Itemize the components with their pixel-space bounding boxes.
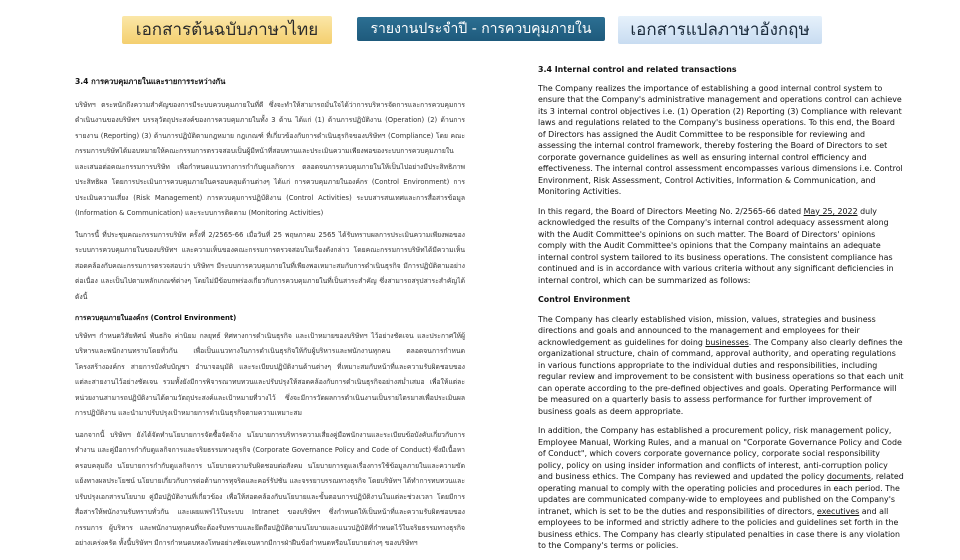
english-paragraph-2-part-a: In this regard, the Board of Directors Meeting No. 2/2565-66 dated xyxy=(538,206,804,216)
underlined-word-businesses: businesses xyxy=(705,337,749,347)
english-paragraph-4-part-a: In addition, the Company has established a procurement policy, risk management policy, Employee Manual, Working Rules, and a manual on "Corporate Governance Policy and Code of Conduct", which covers corporate governance policy, corporate social responsibility policy, policy on using insider information and conflicts of interest, anti-corruption policy and business ethics. The Company has reviewed and updated the policy xyxy=(538,426,902,481)
english-paragraph-3 xyxy=(538,314,904,418)
thai-subheading-control-environment: การควบคุมภายในองค์กร (Control Environment) xyxy=(75,314,237,322)
meeting-date: May 25, 2022 xyxy=(803,206,858,216)
annual-report-internal-control-banner: รายงานประจำปี - การควบคุมภายใน xyxy=(357,17,605,41)
english-paragraph-1: The Company realizes the importance of establishing a good internal control system to ensure that the Company's administrative management and operations control can achieve its 3 internal control objectives i.e. (1) Operation (2) Reporting (3) Compliance with relevant laws and regulations related to the Company's business operations. To this end, the Board of Directors has assigned the Audit Committee to be responsible for reviewing and assessing the internal control framework, thereby fostering the Board of Directors to set corporate governance guidelines as well as ensuring internal control efficiency and effectiveness. The internal control assessment encompasses various dimensions i.e. Control Environment, Risk Assessment, Control Activities, Information & Communication, and Monitoring Activities. xyxy=(538,83,903,196)
underlined-word-documents: documents xyxy=(826,472,871,481)
english-paragraph-3-part-a: The Company has clearly established vision, mission, values, strategies and business directions and goals and announced to the management and employees for their acknowledgement as guidelines for doing xyxy=(538,314,876,347)
english-paragraph-3-part-b: . The Company also clearly defines the organizational structure, chain of command, approval authority, and operating regulations in various functions appropriate to the individual duties and responsibilities, including regular review and improvement to be consistent with business operations so that each unit can operate according to the pre-defined objectives and goals. Operating Performance will be measured on a quarterly basis to assess performance for further improvement of business goals as deem appropriate. xyxy=(538,337,904,416)
thai-paragraph-3: บริษัทฯ กำหนดวิสัยทัศน์ พันธกิจ ค่านิยม กลยุทธ์ ทิศทางการดำเนินธุรกิจ และเป้าหมายของบริษัทฯ ไว้อย่างชัดเจน และประกาศให้ผู้บริหารและพนักงานทราบโดยทั่วกัน เพื่อเป็นแนวทางในการดำเนินธุรกิจให้กับผู้บริหารและพนักงานทุกคน ตลอดจนการกำหนดโครงสร้างองค์กร สายการบังคับบัญชา อำนาจอนุมัติ และระเบียบปฏิบัติงานด้านต่างๆ ที่เหมาะสมกับหน้าที่และความรับผิดชอบของแต่ละสายงานไว้อย่างชัดเจน รวมทั้งยังมีการพิจารณาทบทวนและปรับปรุงให้สอดคล้องกับการดำเนินธุรกิจอย่างสม่ำเสมอ เพื่อให้แต่ละหน่วยงานสามารถปฏิบัติงานได้ตามวัตถุประสงค์และเป้าหมายที่วางไว้ ซึ่งจะมีการวัดผลการดำเนินงานเป็นรายไตรมาสเพื่อประเมินผลการปฏิบัติงาน และนำมาปรับปรุงเป้าหมายการดำเนินธุรกิจตามความเหมาะสม xyxy=(75,331,465,417)
thai-paragraph-1: บริษัทฯ ตระหนักถึงความสำคัญของการมีระบบควบคุมภายในที่ดี ซึ่งจะทำให้สามารถมั่นใจได้ว่าการบริหารจัดการและการควบคุมการดำเนินงานของบริษัทฯ บรรลุวัตถุประสงค์ของการควบคุมภายในทั้ง 3 ด้าน ได้แก่ (1) ด้านการปฏิบัติงาน (Operation) (2) ด้านการรายงาน (Reporting) (3) ด้านการปฏิบัติตามกฎหมาย กฎเกณฑ์ ที่เกี่ยวข้องกับการดำเนินธุรกิจของบริษัทฯ (Compliance) โดย คณะกรรมการบริษัทได้มอบหมายให้คณะกรรมการตรวจสอบเป็นผู้มีหน้าที่สอบทานและประเมินความเพียงพอของระบบการควบคุมภายใน และเสนอต่อคณะกรรมการบริษัท เพื่อกำหนดแนวทางการกำกับดูแลกิจการ ตลอดจนการควบคุมภายในให้เป็นไปอย่างมีประสิทธิภาพประสิทธิผล โดยการประเมินการควบคุมภายในครอบคลุมด้านต่างๆ ได้แก่ การควบคุมภายในองค์กร (Control Environment) การประเมินความเสี่ยง (Risk Management) การควบคุมการปฏิบัติงาน (Control Activities) ระบบสารสนเทศและการสื่อสารข้อมูล (Information & Communication) และระบบการติดตาม (Monitoring Activities) xyxy=(75,100,465,217)
english-paragraph-4 xyxy=(538,425,904,552)
english-document-page xyxy=(538,64,904,560)
original-thai-document-label: เอกสารต้นฉบับภาษาไทย xyxy=(122,16,332,44)
thai-paragraph-2: ในการนี้ ที่ประชุมคณะกรรมการบริษัท ครั้งที่ 2/2565-66 เมื่อวันที่ 25 พฤษภาคม 2565 ได้รับทราบผลการประเมินความเพียงพอของระบบการควบคุมภายในของบริษัทฯ และความเห็นของคณะกรรมการตรวจสอบในเรื่องดังกล่าว โดยคณะกรรมการบริษัทได้มีความเห็นสอดคล้องกับคณะกรรมการตรวจสอบว่า บริษัทฯ มีระบบการควบคุมภายในที่เพียงพอเหมาะสมกับการดำเนินธุรกิจ มีการปฏิบัติตามอย่างต่อเนื่อง และเป็นไปตามหลักเกณฑ์ต่างๆ โดยไม่มีข้อบกพร่องเกี่ยวกับการควบคุมภายในที่เป็นสาระสำคัญ ซึ่งสามารถสรุปสาระสำคัญได้ดังนี้ xyxy=(75,230,465,301)
english-paragraph-2 xyxy=(538,206,904,287)
thai-document-page xyxy=(75,74,465,558)
english-paragraph-4-part-b: , related operating manual to comply with the operating policies and procedures in each period. The updates are communicated company-wide to employees and published on the Company's intranet, which is set to be the duties and responsibilities of directors, xyxy=(538,472,904,516)
underlined-word-executives: executives xyxy=(816,506,860,516)
thai-paragraph-4: นอกจากนี้ บริษัทฯ ยังได้จัดทำนโยบายการจัดซื้อจัดจ้าง นโยบายการบริหารความเสี่ยงคู่มือพนักงานและระเบียบข้อบังคับเกี่ยวกับการทำงาน และคู่มือการกำกับดูแลกิจการและจริยธรรมทางธุรกิจ (Corporate Governance Policy and Code of Conduct) ซึ่งมีเนื้อหาครอบคลุมถึง นโยบายการกำกับดูแลกิจการ นโยบายความรับผิดชอบต่อสังคม นโยบายการดูแลเรื่องการใช้ข้อมูลภายในและความขัดแย้งทางผลประโยชน์ นโยบายเกี่ยวกับการต่อต้านการทุจริตและคอร์รัปชัน และจรรยาบรรณทางธุรกิจ โดยบริษัทฯ ได้ทำการทบทวนและปรับปรุงเอกสารนโยบาย คู่มือปฏิบัติงานที่เกี่ยวข้อง เพื่อให้สอดคล้องกับนโยบายและขั้นตอนการปฏิบัติงานในแต่ละช่วงเวลา โดยมีการสื่อสารให้พนักงานรับทราบทั่วกัน และเผยแพร่ไว้ในระบบ Intranet ของบริษัทฯ ซึ่งกำหนดให้เป็นหน้าที่และความรับผิดชอบของกรรมการ ผู้บริหาร และพนักงานทุกคนที่จะต้องรับทราบและยึดถือปฏิบัติตามนโยบายและแนวปฏิบัติที่กำหนดไว้ในจริยธรรมทางธุรกิจอย่างเคร่งครัด ทั้งนี้บริษัทฯ มีการกำหนดบทลงโทษอย่างชัดเจนหากมีการฝ่าฝืนข้อกำหนดหรือนโยบายต่างๆ ของบริษัทฯ xyxy=(75,430,465,547)
thai-section-heading: 3.4 การควบคุมภายในและรายการระหว่างกัน xyxy=(75,77,226,86)
english-paragraph-4-part-c: and all employees to be informed and strictly adhere to the policies and guidelines set forth in the business ethics. The Company has clearly stipulated penalties in case there is any violation to the Company's terms or policies. xyxy=(538,506,900,550)
english-paragraph-2-part-b: duly acknowledged the results of the Company's internal control adequacy assessment along with the Audit Committee's opinions on such matter. The Board of Directors' opinions comply with the Audit Committee's opinions that the Company maintains an adequate internal control system tailored to its business operations. The consistent compliance has continued and is in accordance with various criteria without any significant deficiencies in internal control, which can be summarized as follows: xyxy=(538,206,894,285)
english-subheading-control-environment: Control Environment xyxy=(538,295,631,304)
english-translation-label: เอกสารแปลภาษาอังกฤษ xyxy=(618,16,822,44)
english-section-heading: 3.4 Internal control and related transactions xyxy=(538,65,737,74)
